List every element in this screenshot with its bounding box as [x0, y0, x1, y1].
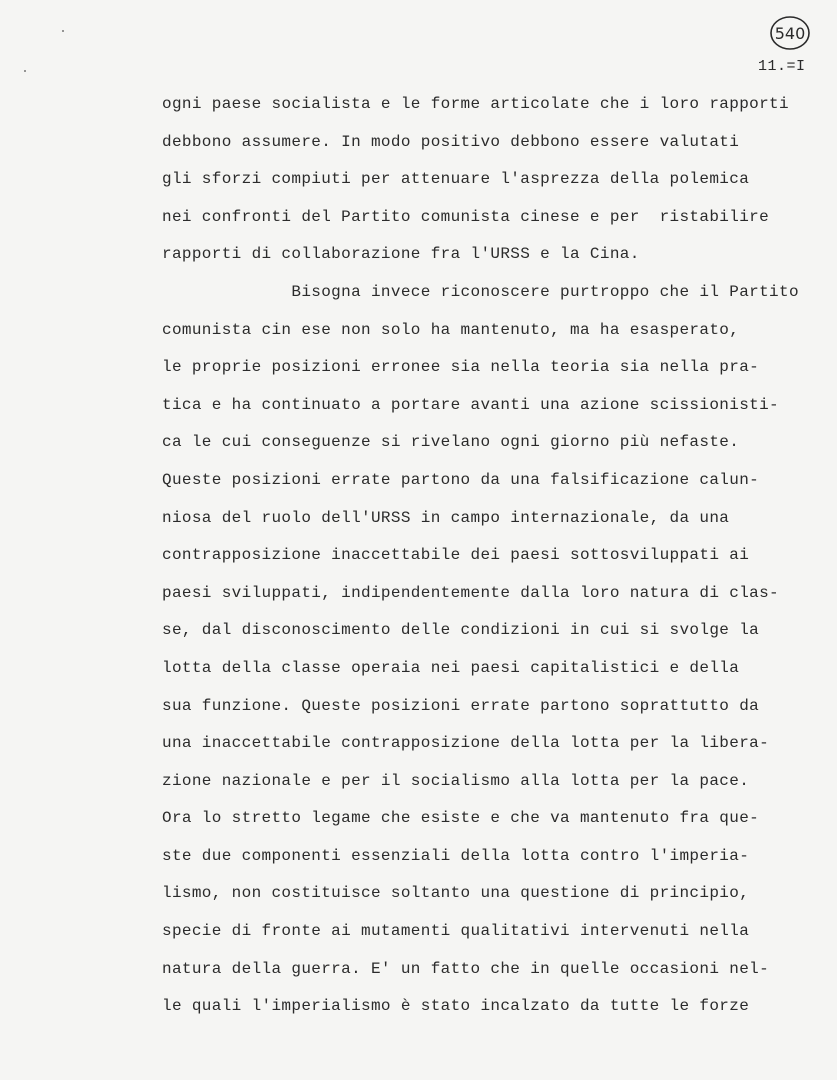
text-line: tica e ha continuato a portare avanti una azione scissionisti-: [162, 395, 779, 414]
text-line: debbono assumere. In modo positivo debbono essere valutati: [162, 132, 740, 151]
text-line: Bisogna invece riconoscere purtroppo che il Partito: [162, 282, 799, 301]
text-line: paesi sviluppati, indipendentemente dalla loro natura di clas-: [162, 583, 779, 602]
text-line: zione nazionale e per il socialismo alla lotta per la pace.: [162, 771, 750, 790]
typed-text-body: [162, 90, 812, 1030]
text-line: comunista cin ese non solo ha mantenuto, ma ha esasperato,: [162, 320, 740, 339]
text-line: natura della guerra. E' un fatto che in quelle occasioni nel-: [162, 959, 770, 978]
text-line: Ora lo stretto legame che esiste e che va mantenuto fra que-: [162, 809, 760, 828]
text-line: sua funzione. Queste posizioni errate partono soprattutto da: [162, 696, 760, 715]
text-line: ca le cui conseguenze si rivelano ogni giorno più nefaste.: [162, 433, 740, 452]
text-line: gli sforzi compiuti per attenuare l'asprezza della polemica: [162, 170, 750, 189]
text-line: niosa del ruolo dell'URSS in campo internazionale, da una: [162, 508, 730, 527]
text-line: rapporti di collaborazione fra l'URSS e la Cina.: [162, 245, 640, 264]
page-number: 11.=I: [758, 58, 806, 75]
text-line: le quali l'imperialismo è stato incalzato da tutte le forze: [162, 997, 750, 1016]
text-line: lotta della classe operaia nei paesi capitalistici e della: [162, 658, 740, 677]
text-line: una inaccettabile contrapposizione della lotta per la libera-: [162, 734, 770, 753]
paper-speck: [62, 30, 64, 32]
text-line: se, dal disconoscimento delle condizioni in cui si svolge la: [162, 621, 760, 640]
text-line: le proprie posizioni erronee sia nella teoria sia nella pra-: [162, 358, 760, 377]
text-line: ogni paese socialista e le forme articolate che i loro rapporti: [162, 95, 789, 113]
paper-speck: [24, 70, 26, 72]
page-stamp: [768, 14, 812, 52]
stamp-circle: [768, 14, 812, 52]
text-line: Queste posizioni errate partono da una falsificazione calun-: [162, 470, 760, 489]
text-line: nei confronti del Partito comunista cinese e per ristabilire: [162, 207, 770, 226]
text-line: contrapposizione inaccettabile dei paesi sottosviluppati ai: [162, 546, 750, 565]
stamp-number: 540: [774, 24, 806, 43]
text-line: specie di fronte ai mutamenti qualitativi intervenuti nella: [162, 922, 750, 941]
text-line: lismo, non costituisce soltanto una questione di principio,: [162, 884, 750, 903]
text-line: ste due componenti essenziali della lotta contro l'imperia-: [162, 846, 750, 865]
